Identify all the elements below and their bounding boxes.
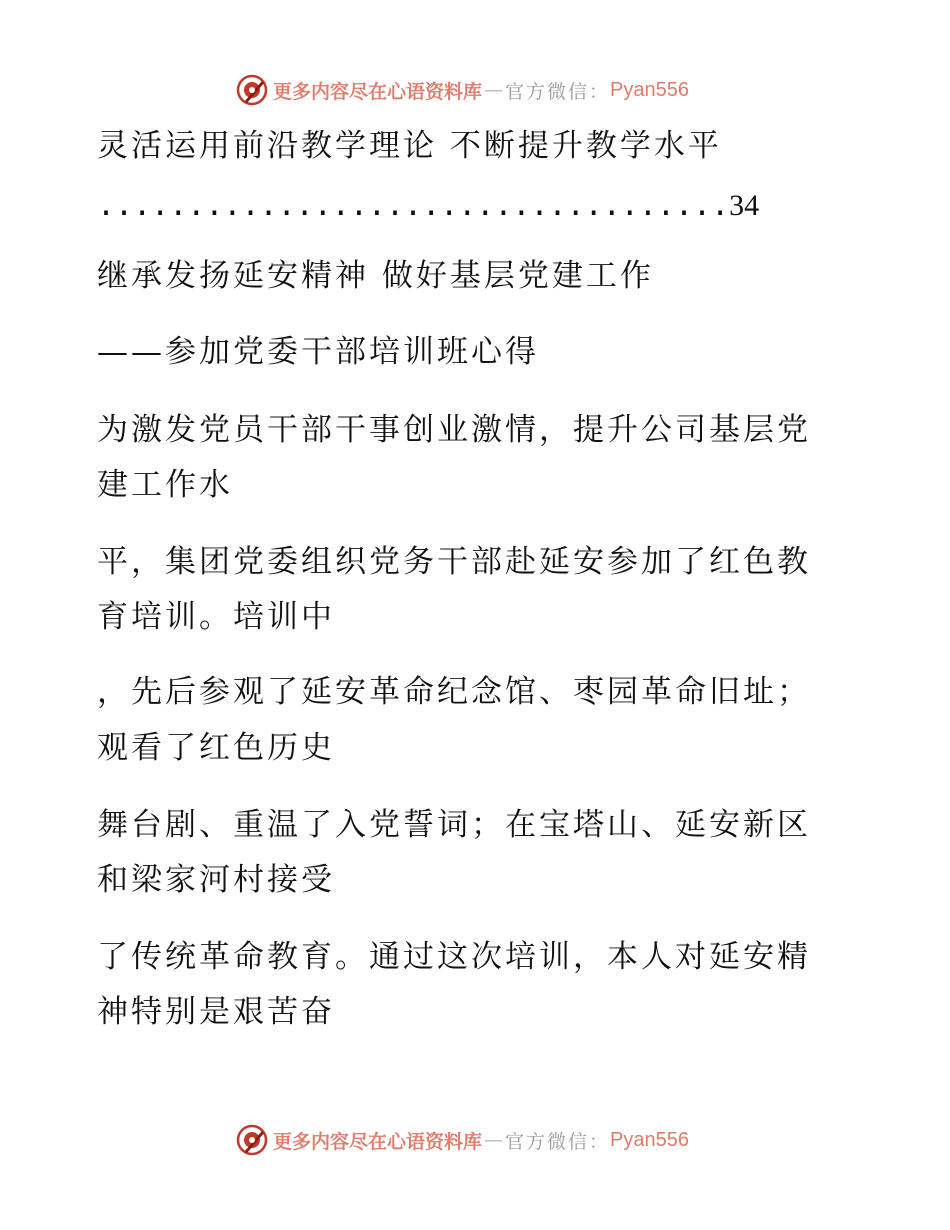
watermark-label: 官方微信： [505,1130,611,1153]
toc-leader-dots: ................................... [97,188,730,223]
article-subtitle: ——参加党委干部培训班心得 [97,334,539,370]
pen-logo-icon [235,1123,269,1157]
pen-logo-icon [235,73,269,107]
watermark-separator: — [484,1129,504,1151]
paragraph-line: 观看了红色历史 [97,730,335,766]
footer-watermark [235,1122,689,1158]
article-title: 继承发扬延安精神 做好基层党建工作 [97,258,654,294]
paragraph-line: 为激发党员干部干事创业激情，提升公司基层党 [97,412,811,448]
toc-entry-title: 灵活运用前沿教学理论 不断提升教学水平 [97,128,722,164]
paragraph-line: 建工作水 [97,467,233,503]
watermark-text: 更多内容尽在心语资料库 [273,1130,483,1153]
paragraph-line: 了传统革命教育。通过这次培训，本人对延安精 [97,939,811,975]
toc-leader-line [97,186,759,226]
watermark-text: 更多内容尽在心语资料库 [273,80,483,103]
watermark-label: 官方微信： [505,80,611,103]
paragraph-line: 育培训。培训中 [97,599,335,635]
paragraph-line: 和梁家河村接受 [97,862,335,898]
paragraph-line: 神特别是艰苦奋 [97,994,335,1030]
watermark-id: Pyan556 [610,1128,689,1151]
toc-page-number: 34 [729,189,760,222]
watermark-id: Pyan556 [610,78,689,101]
paragraph-line: 舞台剧、重温了入党誓词；在宝塔山、延安新区 [97,807,811,843]
paragraph-line: ，先后参观了延安革命纪念馆、枣园革命旧址； [97,674,811,710]
header-watermark [235,72,689,108]
paragraph-line: 平，集团党委组织党务干部赴延安参加了红色教 [97,544,811,580]
watermark-separator: — [484,79,504,101]
